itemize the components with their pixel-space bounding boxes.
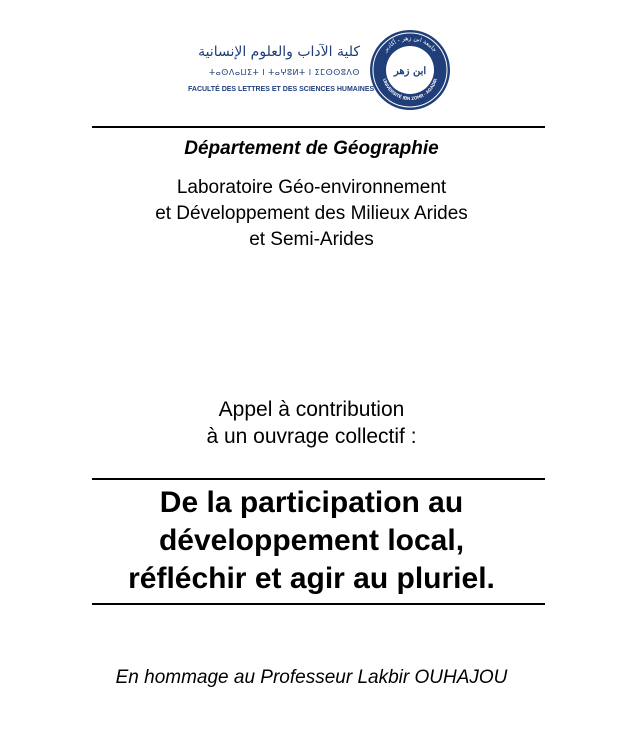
title-bottom-rule: [92, 603, 545, 605]
faculty-name-tifinagh: ⵜⴰⵙⴷⴰⵡⵉⵜ ⵏ ⵜⴰⵖⵓⵍⵜ ⵏ ⵉⵎⵙⵙⵓⴷⵙ: [208, 68, 360, 77]
faculty-name-arabic: كلية الآداب والعلوم الإنسانية: [198, 44, 360, 60]
laboratory-line-1: Laboratoire Géo-environnement: [176, 177, 447, 198]
title-top-rule: [92, 478, 545, 480]
seal-arabic-text: جامعة ابن زهر - أكادير: [381, 34, 439, 54]
seal-french-text: UNIVERSITÉ IBN ZOHR - AGADIR: [381, 77, 439, 102]
call-line-2: à un ouvrage collectif :: [206, 425, 417, 448]
title-line-3: réfléchir et agir au pluriel.: [128, 562, 495, 595]
laboratory-line-2: et Développement des Milieux Arides: [155, 203, 468, 224]
call-line-1: Appel à contribution: [218, 398, 405, 421]
laboratory-line-3: et Semi-Arides: [249, 229, 374, 250]
title-line-1: De la participation au: [159, 486, 464, 519]
title-line-2: développement local,: [158, 524, 465, 557]
university-seal-icon: [368, 28, 452, 112]
laboratory-name: [0, 175, 623, 253]
faculty-logo: [178, 28, 453, 112]
book-title: [0, 484, 623, 598]
top-rule: [92, 126, 545, 128]
faculty-name-french: FACULTÉ DES LETTRES ET DES SCIENCES HUMAINES: [188, 86, 375, 93]
dedication: En hommage au Professeur Lakbir OUHAJOU: [115, 667, 508, 688]
seal-monogram: ابن زهر: [393, 66, 427, 77]
call-for-contributions: [0, 396, 623, 450]
department-title: Département de Géographie: [184, 138, 439, 159]
